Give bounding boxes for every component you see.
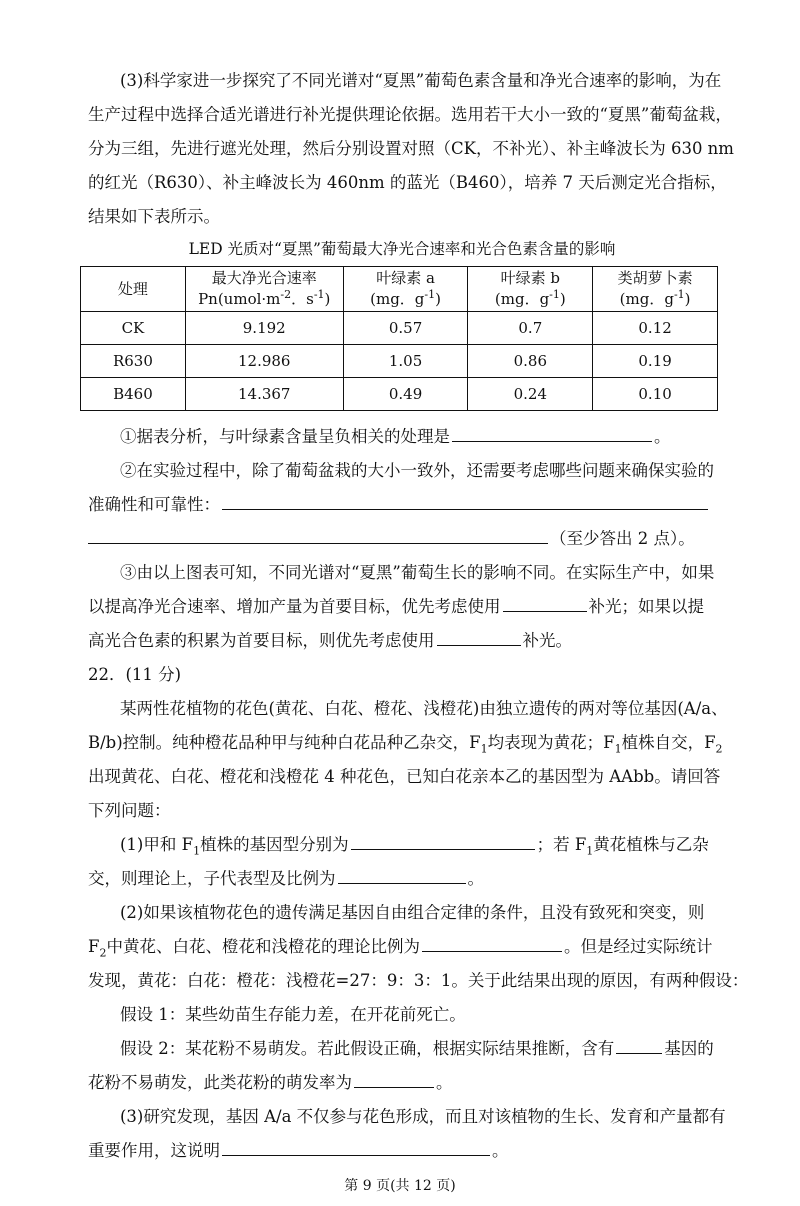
question-2-line-2: [88, 488, 716, 522]
question-3-text-d: 补光。: [522, 631, 572, 650]
hypothesis-1: 假设 1：某些幼苗生存能力差，在开花前死亡。: [120, 1005, 466, 1024]
h2-a: 假设 2：某花粉不易萌发。若此假设正确，根据实际结果推断，含有: [120, 1039, 615, 1058]
header-chl-a-unit: [344, 289, 468, 310]
table-cell: 0.86: [468, 345, 593, 378]
unit-pre: (mg．g: [619, 290, 674, 308]
table-cell: 14.367: [185, 378, 343, 411]
table-cell: 1.05: [343, 345, 468, 378]
header-carotenoid: [593, 267, 718, 312]
h2-b: 基因的: [664, 1039, 714, 1058]
s1-b: 植株的基因型分别为: [200, 835, 349, 854]
s2-l2-a: F: [88, 937, 100, 956]
question-2-text: 准确性和可靠性：: [88, 495, 220, 514]
unit-pre: (mg．g: [494, 290, 550, 308]
p22-l2-b: 均表现为黄花；F: [487, 733, 615, 752]
header-pn-unit-post: ): [324, 290, 331, 308]
s1-l2-a: 交，则理论上，子代表型及比例为: [88, 869, 336, 888]
table-cell: 0.12: [593, 312, 718, 345]
problem-22-line-1: 某两性花植物的花色(黄花、白花、橙花、浅橙花)由独立遗传的两对等位基因(A/a、: [120, 699, 728, 718]
header-pn-unit-sup2: -1: [313, 288, 325, 301]
question-1-text: ①据表分析，与叶绿素含量呈负相关的处理是: [120, 427, 450, 446]
table-row: [81, 378, 718, 411]
table-caption: LED 光质对“夏黑”葡萄最大净光合速率和光合色素含量的影响: [188, 240, 616, 258]
header-pn-title: 最大净光合速率: [211, 269, 317, 287]
sub-question-3-line-2: [88, 1134, 716, 1168]
table-cell: 0.57: [343, 312, 468, 345]
header-treatment: [81, 267, 186, 312]
sub-question-1-line-1: [120, 828, 716, 862]
problem-22-line-2: [88, 726, 723, 760]
p22-sub: 2: [99, 946, 107, 960]
header-chl-b-title: 叶绿素 b: [500, 269, 560, 287]
answer-blank[interactable]: [222, 489, 708, 510]
table-cell: 9.192: [185, 312, 343, 345]
p22-l2-a: B/b)控制。纯种橙花品种甲与纯种白花品种乙杂交，F: [88, 733, 481, 752]
answer-blank[interactable]: [437, 625, 521, 646]
s3-l2-b: 。: [492, 1141, 509, 1160]
table-header-row: [81, 267, 718, 312]
header-treatment-text: 处理: [117, 279, 148, 298]
sub-question-3-line-1: (3)研究发现，基因 A/a 不仅参与花色形成，而且对该植物的生长、发育和产量都有: [120, 1107, 726, 1126]
header-chl-a: [343, 267, 468, 312]
question-3-line-2: [88, 590, 716, 624]
table-cell: 0.24: [468, 378, 593, 411]
table-cell: 0.7: [468, 312, 593, 345]
table-cell: B460: [81, 378, 186, 411]
p22-sub: 1: [586, 844, 594, 858]
intro-line-3: 分为三组，先进行遮光处理，然后分别设置对照（CK，不补光）、补主峰波长为 630 nm: [88, 139, 734, 158]
unit-post: ): [435, 290, 441, 308]
question-3-text-c: 高光合色素的积累为首要目标，则优先考虑使用: [88, 631, 435, 650]
table-row: [81, 312, 718, 345]
header-carotenoid-title: 类胡萝卜素: [617, 269, 693, 287]
header-carotenoid-unit: [593, 289, 717, 310]
header-pn-unit-sup1: -2: [280, 288, 292, 301]
table-row: [81, 345, 718, 378]
p22-sub: 1: [480, 742, 488, 756]
unit-post: ): [684, 290, 691, 308]
data-table: [80, 266, 718, 411]
answer-blank[interactable]: [452, 421, 652, 442]
table-cell: 12.986: [185, 345, 343, 378]
problem-22-line-3: 出现黄花、白花、橙花和浅橙花 4 种花色，已知白花亲本乙的基因型为 AAbb。请回答: [88, 767, 721, 786]
table-cell: CK: [81, 312, 186, 345]
unit-sup: -1: [673, 288, 685, 301]
question-2-line-1: ②在实验过程中，除了葡萄盆栽的大小一致外，还需要考虑哪些问题来确保实验的: [120, 461, 714, 480]
header-chl-b-unit: [468, 289, 592, 310]
question-2-line-3: [88, 522, 716, 556]
s3-l2-a: 重要作用，这说明: [88, 1141, 220, 1160]
unit-sup: -1: [549, 288, 560, 301]
answer-blank[interactable]: [351, 829, 535, 850]
unit-pre: (mg．g: [370, 290, 425, 308]
question-3-line-1: ③由以上图表可知，不同光谱对“夏黑”葡萄生长的影响不同。在实际生产中，如果: [120, 563, 715, 582]
table-cell: 0.19: [593, 345, 718, 378]
table-cell: 0.49: [343, 378, 468, 411]
intro-line-5: 结果如下表所示。: [88, 207, 220, 226]
sub-question-2-line-2: [88, 930, 716, 964]
s1-d: 黄花植株与乙杂: [593, 835, 709, 854]
intro-line-1: (3)科学家进一步探究了不同光谱对“夏黑”葡萄色素含量和净光合速率的影响，为在: [120, 71, 722, 90]
s1-l2-b: 。: [467, 869, 484, 888]
sub-question-1-line-2: [88, 862, 716, 896]
header-pn-unit-pre: Pn(umol·m: [198, 290, 281, 308]
problem-22-line-4: 下列问题：: [88, 801, 171, 820]
header-chl-a-title: 叶绿素 a: [376, 269, 435, 287]
answer-blank[interactable]: [616, 1033, 662, 1054]
hypothesis-2-line-1: [120, 1032, 716, 1066]
sub-question-2-line-1: (2)如果该植物花色的遗传满足基因自由组合定律的条件，且没有致死和突变，则: [120, 903, 705, 922]
table-cell: R630: [81, 345, 186, 378]
answer-blank[interactable]: [88, 523, 548, 544]
header-pn-unit-mid: ．s: [291, 290, 314, 308]
h2-l2-a: 花粉不易萌发，此类花粉的萌发率为: [88, 1073, 352, 1092]
header-chl-b: [468, 267, 593, 312]
page-footer: 第 9 页(共 12 页): [344, 1178, 456, 1194]
question-3-text-a: 以提高净光合速率、增加产量为首要目标，优先考虑使用: [88, 597, 501, 616]
problem-22-title: 22．(11 分): [88, 665, 182, 684]
p22-sub: 1: [193, 844, 201, 858]
header-pn-unit: [186, 289, 343, 310]
answer-blank[interactable]: [503, 591, 587, 612]
header-pn: [185, 267, 343, 312]
question-3-text-b: 补光；如果以提: [588, 597, 704, 616]
unit-sup: -1: [424, 288, 436, 301]
intro-line-2: 生产过程中选择合适光谱进行补光提供理论依据。选用若干大小一致的“夏黑”葡萄盆栽，: [88, 105, 732, 124]
p22-sub: 2: [715, 742, 723, 756]
answer-blank[interactable]: [354, 1067, 434, 1088]
answer-blank[interactable]: [422, 931, 562, 952]
s1-a: (1)甲和 F: [120, 835, 194, 854]
hypothesis-2-line-2: [88, 1066, 716, 1100]
question-2-end: （至少答出 2 点）。: [550, 529, 695, 548]
s2-l2-c: 。但是经过实际统计: [563, 937, 713, 956]
question-1: [120, 420, 716, 454]
answer-blank[interactable]: [222, 1135, 490, 1156]
h2-l2-b: 。: [436, 1073, 453, 1092]
answer-blank[interactable]: [338, 863, 466, 884]
sub-question-2-line-3: 发现，黄花：白花：橙花：浅橙花=27：9：3：1。关于此结果出现的原因，有两种假设：: [88, 971, 749, 990]
unit-post: ): [559, 290, 566, 308]
p22-l2-c: 植株自交，F: [621, 733, 716, 752]
s2-l2-b: 中黄花、白花、橙花和浅橙花的理论比例为: [106, 937, 420, 956]
question-3-line-3: [88, 624, 716, 658]
table-cell: 0.10: [593, 378, 718, 411]
intro-line-4: 的红光（R630）、补主峰波长为 460nm 的蓝光（B460），培养 7 天后测定光合指标，: [88, 173, 727, 192]
p22-sub: 1: [614, 742, 622, 756]
s1-c: ；若 F: [536, 835, 587, 854]
question-1-end: 。: [654, 427, 671, 446]
